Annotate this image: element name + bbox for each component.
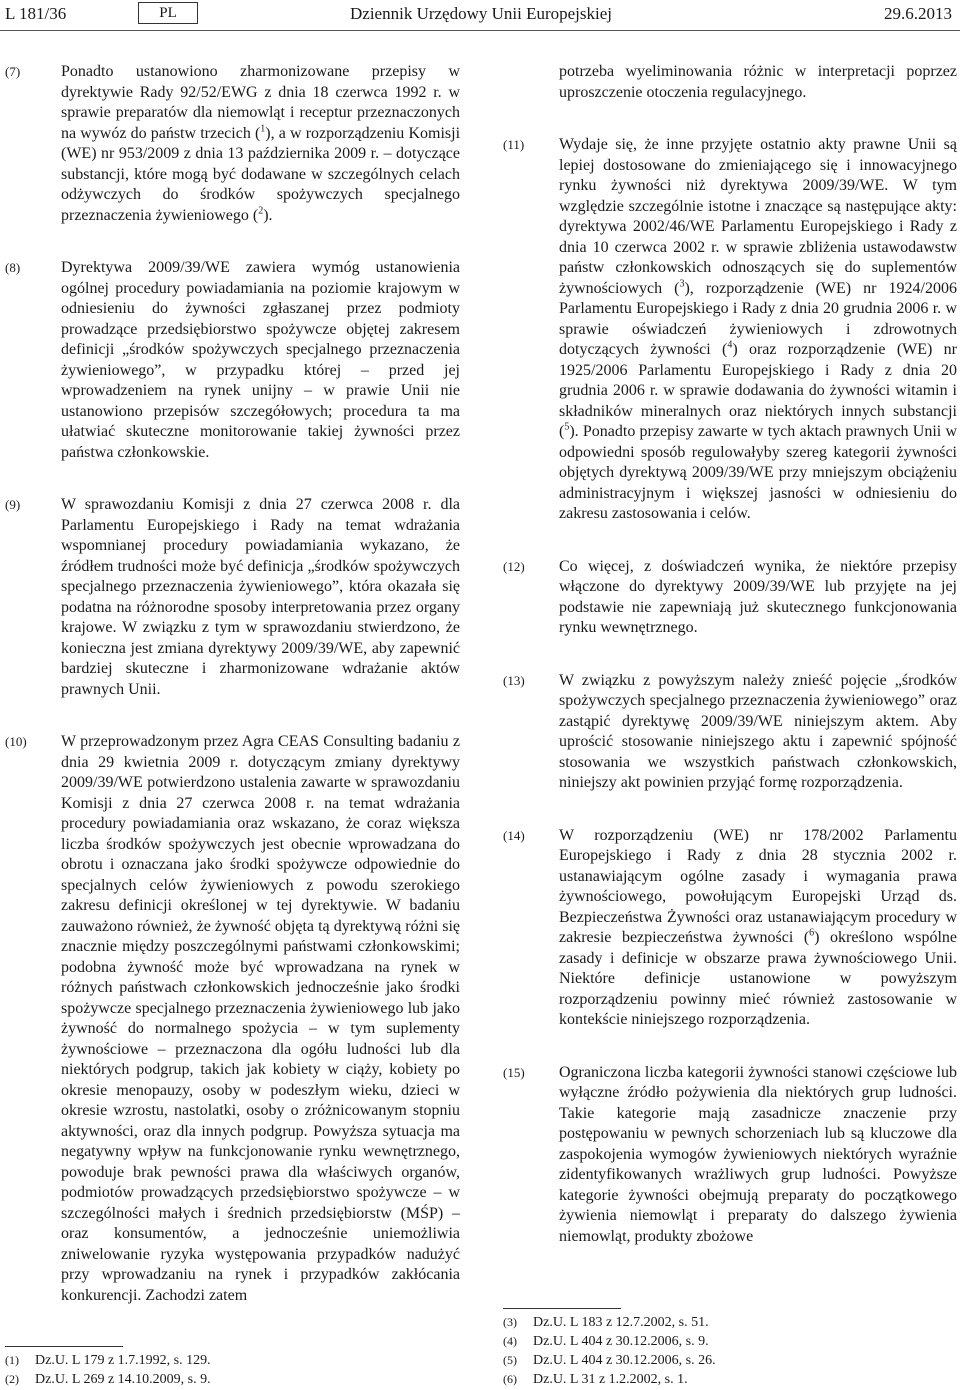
recital-number: (13) [503,672,525,688]
recital [5,258,460,463]
footnote-number: (1) [5,1353,19,1367]
recital-text: Co więcej, z doświadczeń wynika, że niektóre przepisy włączone do dyrektywy 2009/39/WE lub przyjęte na jej podstawie nie zapewniają już skutecznego funkcjonowania rynku wewnętrznego. [559,557,957,636]
footnote [5,1351,460,1370]
recital [503,557,957,639]
recital-text: Dyrektywa 2009/39/WE zawiera wymóg ustanowienia ogólnej procedury powiadamiania na poziomie krajowym w odniesieniu do żywności zgłaszanej przez podmioty prowadzące przedsiębiorstwo spożywcze objętej zakresem definicji „środków spożywczych specjalnego przeznaczenia żywieniowego”, w przypadku której – przed jej wprowadzeniem na rynek unijny – w prawie Unii nie ustanowiono przepisów szczegółowych; procedura ta ma ułatwiać skuteczne monitorowanie takiej żywności przez państwa członkowskie. [61,259,460,461]
publication-date: 29.6.2013 [884,4,952,23]
recital-text: W rozporządzeniu (WE) nr 178/2002 Parlamentu Europejskiego i Rady z dnia 28 stycznia 2002 r. ustanawiającym ogólne zasady i wymagania prawa żywnościowego, powołującym Europejski Urząd ds. Bezpieczeństwa Żywności oraz ustanawiającym procedury w zakresie bezpieczeństwa żywności ($^6$) określono wspólne zasady i definicje w obszarze prawa żywnościowego Unii. Niektóre definicje ustanowione w powyższym rozporządzeniu powinny mieć również zastosowanie w kontekście niniejszego rozporządzenia. [559,826,958,1028]
footnotes-right [503,1308,957,1389]
footnote-number: (5) [503,1353,517,1367]
left-column [5,62,460,1338]
recital [5,732,460,1306]
footnote [5,1370,460,1389]
footnote-text: Dz.U. L 183 z 12.7.2002, s. 51. [533,1315,709,1330]
recital [503,1063,957,1248]
language-badge: PL [138,2,198,24]
recital [503,135,957,525]
footnotes-left [5,1346,460,1389]
recital-text: Ponadto ustanowiono zharmonizowane przepisy w dyrektywie Rady 92/52/EWG z dnia 18 czerwca 1992 r. w sprawie preparatów dla niemowląt i receptur przeznaczonych na wywóz do państw trzecich ($^1$), a w rozporządzeniu Komisji (WE) nr 953/2009 z dnia 13 października 2009 r. – dotyczące substancji, które mogą być dodawane w szczególnych celach odżywczych do środków spożywczych specjalnego przeznaczenia żywieniowego ($^2$). [61,63,461,224]
recital [5,495,460,700]
footnote-rule [5,1346,123,1347]
right-column [503,62,957,1279]
recital [503,826,957,1031]
footnote [503,1313,957,1332]
footnote-text: Dz.U. L 269 z 14.10.2009, s. 9. [35,1372,211,1387]
recital-number: (10) [5,734,27,749]
footnote-text: Dz.U. L 404 z 30.12.2006, s. 9. [533,1334,709,1349]
footnote-number: (4) [503,1334,517,1348]
recital [5,62,460,226]
recital-number: (7) [5,64,21,79]
recital [503,671,957,794]
footnote-number: (6) [503,1372,517,1386]
recital-number: (14) [503,827,525,843]
recital-number: (15) [503,1064,525,1080]
recital-text: W związku z powyższym należy znieść pojęcie „środków spożywczych specjalnego przeznaczenia żywieniowego” oraz zastąpić dyrektywę 2009/39/WE niniejszym aktem. Aby uprościć stosowanie niniejszego aktu i zapewnić spójność stosowania we wszystkich państwach członkowskich, niniejszy akt powinien przyjąć formę rozporządzenia. [559,671,957,791]
footnote-text: Dz.U. L 179 z 1.7.1992, s. 129. [35,1353,211,1368]
footnote-number: (2) [5,1372,19,1386]
recital-text: W sprawozdaniu Komisji z dnia 27 czerwca 2008 r. dla Parlamentu Europejskiego i Rady na temat wdrażania wspomnianej procedury powiadamiania wykazano, że źródłem trudności może być definicja „środków spożywczych specjalnego przeznaczenia żywieniowego”, która okazała się podatna na różnorodne sposoby interpretowania przez organy krajowe. W związku z tym w sprawozdaniu stwierdzono, że konieczna jest zmiana dyrektywy 2009/39/WE, aby zapewnić bardziej skuteczne i zharmonizowane wdrażanie aktów prawnych Unii. [61,496,460,698]
footnote-text: Dz.U. L 404 z 30.12.2006, s. 26. [533,1353,716,1368]
footnote-number: (3) [503,1315,517,1329]
recital-continuation: potrzeba wyeliminowania różnic w interpretacji poprzez uproszczenie otoczenia regulacyjnego. [559,63,957,101]
header-rule [0,30,960,31]
footnote-text: Dz.U. L 31 z 1.2.2002, s. 1. [533,1372,688,1387]
recital-text: Wydaje się, że inne przyjęte ostatnio akty prawne Unii są lepiej dostosowane do zmieniającego się i innowacyjnego rynku żywności niż dyrektywa 2009/39/WE. W tym względzie szczególnie istotne i znaczące są następujące akty: dyrektywa 2002/46/WE Parlamentu Europejskiego i Rady z dnia 10 czerwca 2002 r. w sprawie zbliżenia ustawodawstw państw członkowskich odnoszących się do suplementów żywnościowych ($^3$), rozporządzenie (WE) nr 1924/2006 Parlamentu Europejskiego i Rady z dnia 20 grudnia 2006 r. w sprawie oświadczeń żywieniowych i zdrowotnych dotyczących żywności ($^4$) oraz rozporządzenie (WE) nr 1925/2006 Parlamentu Europejskiego i Rady z dnia 20 grudnia 2006 r. w sprawie dodawania do żywności witamin i składników mineralnych oraz niektórych innych substancji ($^5$). Ponadto przepisy zawarte w tych aktach prawnych Unii w odpowiedni sposób regulowałyby szereg kategorii żywności objętych dyrektywą 2009/39/WE przy mniejszym obciążeniu administracyjnym i większej jasności w odniesieniu do zakresu zastosowania i celów. [559,136,957,522]
recital-number: (9) [5,497,21,512]
footnote [503,1332,957,1351]
recital-number: (12) [503,558,525,574]
footnote [503,1370,957,1389]
footnote-rule [503,1308,621,1309]
page-reference: L 181/36 [5,4,67,23]
recital-text: Ograniczona liczba kategorii żywności stanowi częściowe lub wyłączne źródło pożywienia dla niektórych grup ludności. Takie kategorie mają zasadnicze znaczenie przy postępowaniu w pewnych schorzeniach lub są kluczowe dla zaspokojenia wymogów żywieniowych niektórych wyraźnie zidentyfikowanych wrażliwych grup ludności. Powyższe kategorie żywności obejmują preparaty do początkowego żywienia niemowląt i preparaty do dalszego żywienia niemowląt, produkty zbożowe [559,1063,957,1245]
recital-number: (11) [503,137,525,152]
recital-number: (8) [5,260,21,275]
recital-text: W przeprowadzonym przez Agra CEAS Consulting badaniu z dnia 29 kwietnia 2009 r. dotyczącym zmiany dyrektywy 2009/39/WE potwierdzono ustalenia zawarte w sprawozdaniu Komisji z dnia 27 czerwca 2008 r. na temat wdrażania procedury powiadamiania oraz wskazano, że coraz większa liczba środków spożywczych jest obecnie wprowadzana do obrotu i oznaczana jako środki spożywcze odpowiednie do specjalnych celów żywieniowych z powodu szerokiego zakresu definicji określonej w tej dyrektywie. W badaniu zauważono również, że żywność objęta tą dyrektywą różni się znacznie między poszczególnymi państwami członkowskimi; podobna żywność może być wprowadzana na rynek w różnych państwach członkowskich jednocześnie jako środki spożywcze specjalnego przeznaczenia żywieniowego lub jako żywność do normalnego spożycia – w tym suplementy żywnościowe – przeznaczona dla ogółu ludności lub dla niektórych podgrup, takich jak kobiety w ciąży, kobiety po okresie menopauzy, osoby w podeszłym wieku, dzieci w okresie wzrostu, nastolatki, osoby o zróżnicowanym stopniu aktywności, oraz dla innych podgrup. Powyższa sytuacja ma negatywny wpływ na funkcjonowanie rynku wewnętrznego, powoduje brak pewności prawa dla właściwych organów, podmiotów prowadzących przedsiębiorstwo spożywcze – w szczególności małych i średnich przedsiębiorstw (MŚP) – oraz konsumentów, a jednocześnie uniemożliwia zniwelowanie ryzyka występowania przypadków nadużyć przy wprowadzaniu na rynek i przypadków zakłócania konkurencji. Zachodzi zatem [61,733,460,1304]
journal-title: Dziennik Urzędowy Unii Europejskiej [350,4,613,23]
page-header [0,0,960,28]
footnote [503,1351,957,1370]
